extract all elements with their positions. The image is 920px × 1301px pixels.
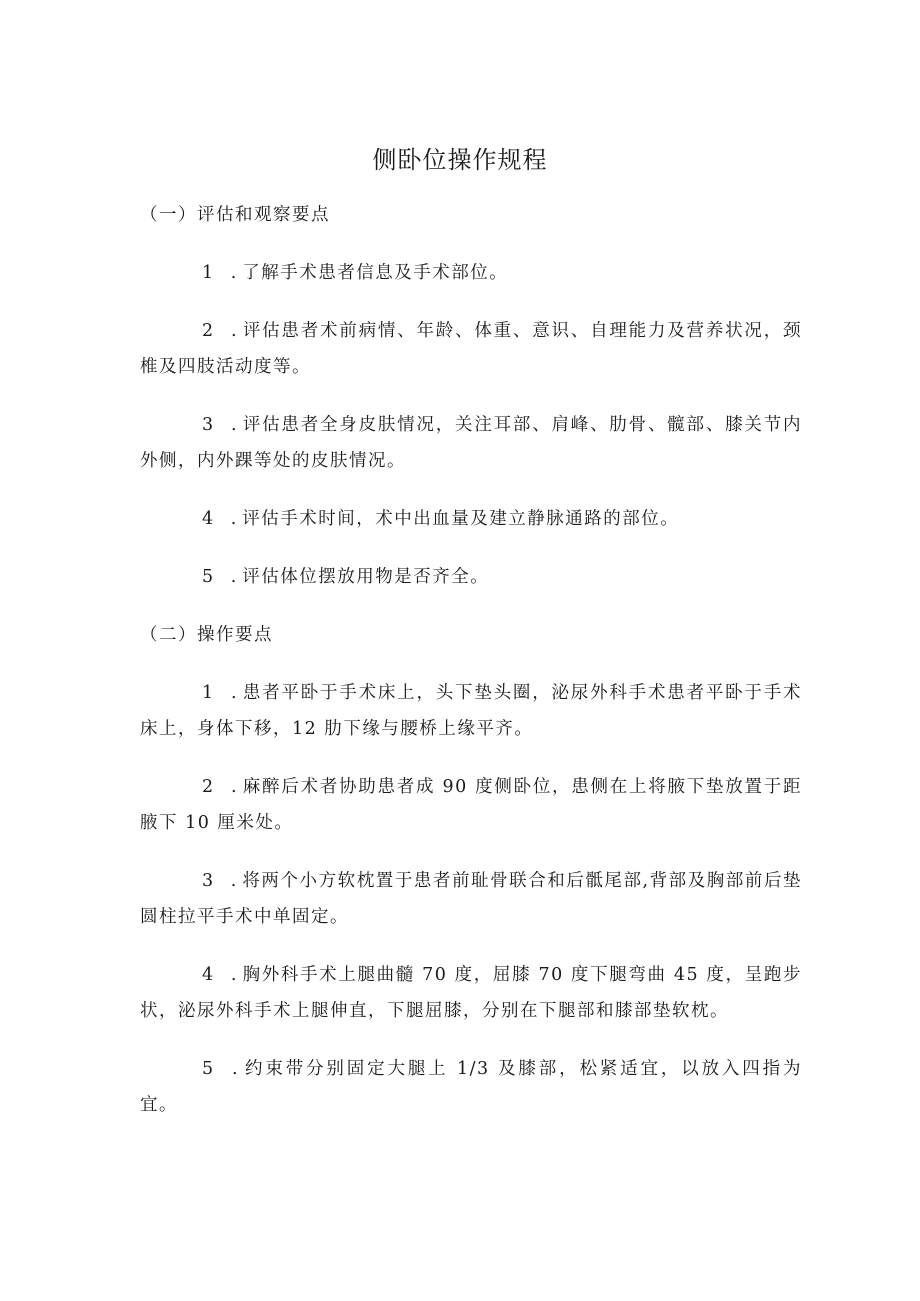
item-number: 3 .	[202, 415, 243, 435]
item-text: 患者平卧于手术床上，头下垫头圈，泌尿外科手术患者平卧于手术床上，身体下移，12 肋下缘与腰桥上缘平齐。	[140, 683, 803, 739]
item-number: 1 .	[202, 683, 243, 703]
item-number: 2 .	[202, 777, 243, 797]
list-item	[140, 675, 802, 747]
item-text: 约束带分别固定大腿上 1/3 及膝部，松紧适宜，以放入四指为宜。	[140, 1059, 802, 1115]
section-heading: （二）操作要点	[140, 625, 273, 645]
list-item	[140, 863, 802, 935]
item-text: 了解手术患者信息及手术部位。	[242, 263, 509, 283]
section-heading: （一）评估和观察要点	[140, 205, 330, 225]
item-number: 3 .	[202, 871, 243, 891]
item-text: 评估手术时间，术中出血量及建立静脉通路的部位。	[242, 509, 680, 529]
section-operation	[140, 617, 802, 1123]
list-item	[140, 313, 802, 385]
item-number: 1 .	[202, 263, 243, 283]
item-text: 评估患者全身皮肤情况，关注耳部、肩峰、肋骨、髋部、膝关节内外侧，内外踝等处的皮肤情况。	[140, 415, 803, 471]
item-text: 评估患者术前病情、年龄、体重、意识、自理能力及营养状况，颈椎及四肢活动度等。	[140, 321, 803, 377]
item-number: 4 .	[202, 965, 243, 985]
list-item	[140, 407, 802, 479]
document-body	[140, 197, 802, 1145]
item-number: 5 .	[202, 567, 243, 587]
section-assessment	[140, 197, 802, 595]
item-text: 评估体位摆放用物是否齐全。	[242, 567, 490, 587]
list-item	[140, 1051, 802, 1123]
item-number: 5 .	[202, 1059, 244, 1079]
list-item	[140, 769, 802, 841]
document-title: 侧卧位操作规程	[372, 146, 548, 174]
item-text: 胸外科手术上腿曲髓 70 度，屈膝 70 度下腿弯曲 45 度，呈跑步状，泌尿外科手术上腿伸直，下腿屈膝，分别在下腿部和膝部垫软枕。	[140, 965, 802, 1021]
list-item	[140, 255, 802, 291]
list-item	[140, 559, 802, 595]
item-number: 2 .	[202, 321, 243, 341]
item-number: 4 .	[202, 509, 243, 529]
list-item	[140, 501, 802, 537]
item-text: 麻醉后术者协助患者成 90 度侧卧位，患侧在上将腋下垫放置于距腋下 10 厘米处。	[140, 777, 802, 833]
item-text: 将两个小方软枕置于患者前耻骨联合和后骶尾部,背部及胸部前后垫圆柱拉平手术中单固定。	[140, 871, 803, 927]
list-item	[140, 957, 802, 1029]
